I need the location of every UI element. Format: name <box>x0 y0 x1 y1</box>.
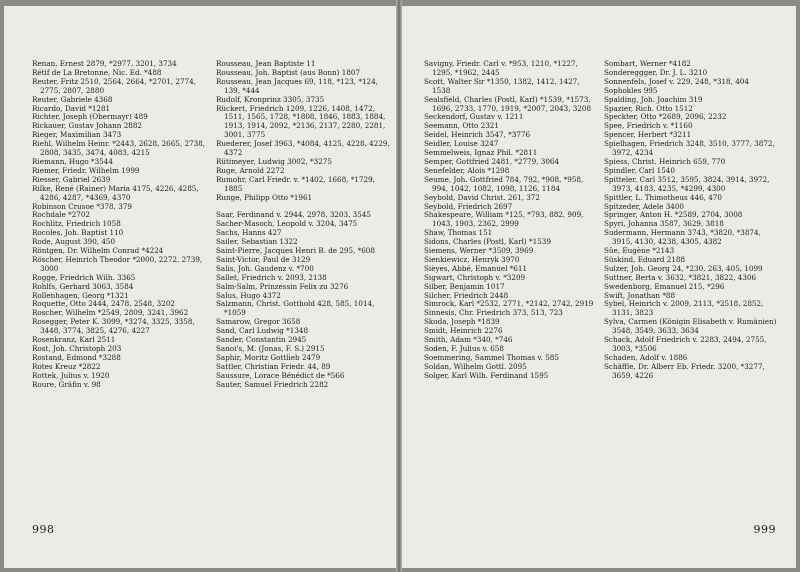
index-entry: Rilke, René (Rainer) Maria 4175, 4226, 4285, 4286, 4287, *4369, 4370 <box>32 183 199 202</box>
index-entry: Sulzer, Joh. Georg 24, *230, 263, 405, 1099 <box>604 263 763 273</box>
index-entry: Rohlfs, Gerhard 3063, 3584 <box>32 281 134 291</box>
index-entry: Roure, Gräfin v. 98 <box>32 379 101 389</box>
index-entry: Sacher-Masoch, Leopold v. 3204, 3475 <box>216 219 358 229</box>
index-entry: Sonnenfels, Josef v. 229, 248, *318, 404 <box>604 76 749 86</box>
index-entry: Spitzeder, Adele 3400 <box>604 201 684 211</box>
index-entry: Riehl, Wilhelm Heinr. *2443, 2628, 2665, 2738, 2808, 3435, 3474, 4083, 4215 <box>32 139 206 158</box>
right-page-column-1 <box>424 60 600 381</box>
index-entry: Swift, Jonathan *88 <box>604 290 676 300</box>
index-entry: Silber, Benjamin 1017 <box>424 281 505 291</box>
index-entry: Süskind, Eduard 2188 <box>604 254 686 264</box>
index-entry: Saussure, Lorace Bénédict de *566 <box>216 370 345 380</box>
index-entry: Spittler, L. Thimotheus 446, 470 <box>604 192 722 202</box>
index-entry: Shaw, Thomas 151 <box>424 228 493 238</box>
index-entry: Sailer, Sebastian 1322 <box>216 237 298 247</box>
index-entry: Skoda, Joseph *1839 <box>424 317 500 327</box>
index-entry: Renan, Ernest 2879, *2977, 3201, 3734 <box>32 59 177 68</box>
index-entry: Spencer, Herbert *3211 <box>604 130 692 140</box>
left-page-column-2 <box>216 60 392 390</box>
index-entry: Springer, Anton H. *2589, 2704, 3008 <box>604 210 743 220</box>
index-entry: Rost, Joh. Christoph 203 <box>32 344 122 353</box>
index-entry: Sinnesis, Chr. Friedrich 373, 513, 723 <box>424 308 563 318</box>
index-entry: Rumohr, Carl Friedr. v. *1402, 1668, *1729, 1885 <box>216 174 375 193</box>
index-entry: Sienkiewicz, Henryk 3970 <box>424 254 520 264</box>
index-entry: Richter, Joseph (Obermayr) 489 <box>32 112 148 122</box>
right-page <box>402 6 796 568</box>
index-entry: Saint-Victor, Paul de 3129 <box>216 254 311 264</box>
index-entry: Salus, Hugo 4372 <box>216 290 281 300</box>
index-entry: Spielhagen, Friedrich 3248, 3510, 3777, 3872, 3972, 4234 <box>604 139 775 158</box>
index-entry: Rudolf, Kronprinz 3305, 3735 <box>216 94 325 104</box>
index-entry: Roscher, Wilhelm *2549, 2809, 3241, 3962 <box>32 308 189 318</box>
page-number-left: 998 <box>32 523 55 536</box>
index-entry: Sand, Carl Ludwig *1348 <box>216 326 309 336</box>
index-entry: Rotes Kreuz *2822 <box>32 361 101 371</box>
index-entry: Salm-Salm, Prinzessin Felix zu 3276 <box>216 281 349 291</box>
index-entry: Rétif de La Bretonne, Nic. Ed. *488 <box>32 67 162 77</box>
index-entry: Sybel, Heinrich v. 2009, 2113, *2518, 2852, 3131, 3823 <box>604 299 764 318</box>
index-entry: Rickauer, Gustav Johann 2882 <box>32 121 143 131</box>
index-entry: Semper, Gottfried 2481, *2779, 3064 <box>424 156 560 166</box>
index-entry: Saphir, Moritz Gottlieb 2479 <box>216 352 321 362</box>
index-entry: Sidons, Charles (Postl, Karl) *1539 <box>424 237 551 247</box>
index-entry: Samarow, Gregor 3658 <box>216 317 301 327</box>
index-entry: Salis, Joh. Gaudenz v. *700 <box>216 263 314 273</box>
index-entry: Sachs, Hanns 427 <box>216 228 282 238</box>
index-entry: Simrock, Karl *2532, 2771, *2142, 2742, 2919 <box>424 299 594 309</box>
index-entry: Röscher, Heinrich Theodor *2000, 2272, 2739, 3000 <box>32 254 203 273</box>
index-entry: Rollenhagen, Georg *1321 <box>32 290 129 300</box>
index-entry: Swedenborg, Emanuel 215, *296 <box>604 281 725 291</box>
index-entry: Seidel, Heinrich 3547, *3776 <box>424 130 531 140</box>
index-entry: Ruederer, Josef 3963, *4084, 4125, 4228, 4229, 4372 <box>216 139 390 158</box>
index-entry: Sudermann, Hermann 3743, *3820, *3874, 3915, 4130, 4238, 4305, 4382 <box>604 228 761 247</box>
index-entry: Rochlitz, Friedrich 1058 <box>32 219 121 229</box>
index-entry: Speckter, Otto *2689, 2096, 2232 <box>604 112 727 122</box>
page-number-right: 999 <box>753 523 776 536</box>
index-entry: Seidler, Louise 3247 <box>424 139 499 149</box>
index-entry: Schäffle, Dr. Alberr Eb. Friedr. 3200, *3277, 3659, 4226 <box>604 361 765 380</box>
index-entry: Rückert, Friedrich 1209, 1226, 1408, 1472, 1511, 1565, 1728, *1808, 1846, 1883, 1884, 1913, 1914, 2092, *2136, 2137, 2280, 2281, 3001, 3775 <box>216 103 386 140</box>
index-entry: Soemmering, Sammel Thomas v. 585 <box>424 352 559 362</box>
index-entry: Roquette, Otto 2444, 2478, 2548, 3202 <box>32 299 175 309</box>
index-entry: Shakespeare, William *125, *793, 882, 909, 1043, 1903, 2362, 2999 <box>424 210 584 229</box>
index-entry: Rousseau, Jean Baptiste 11 <box>216 59 316 68</box>
index-entry: Suttner, Berta v. 3632, *3821, 3822, 4306 <box>604 272 757 282</box>
index-entry: Savigny, Friedr. Carl v. *953, 1210, *1227, 1295, *1962, 2445 <box>424 59 578 77</box>
index-entry: Seybold, Friedrich 2697 <box>424 201 513 211</box>
index-entry: Rottek, Julius v. 1920 <box>32 370 110 380</box>
index-entry: Seume, Joh. Gottfried 784, 792, *908, *958, 994, 1042, 1082, 1098, 1126, 1184 <box>424 174 584 193</box>
index-entry: Rode, August 390, 450 <box>32 237 116 247</box>
index-entry: Smidt, Heinrich 2276 <box>424 326 503 336</box>
index-entry: Sealsfield, Charles (Postl, Karl) *1539, *1573, 1696, 2733, 1770, 1919, *2007, 2043, 3208 <box>424 94 592 113</box>
index-entry: Rosenkranz, Karl 2511 <box>32 335 116 345</box>
index-entry: Röntgen, Dr. Wilhelm Conrad *4224 <box>32 246 164 256</box>
index-entry: Rochdale *2702 <box>32 210 91 220</box>
index-entry: Ruge, Arnold 2272 <box>216 165 285 175</box>
index-entry: Spitteler, Carl 3512, 3595, 3824, 3914, 3972, 3973, 4183, 4235, *4299, 4300 <box>604 174 770 193</box>
index-entry: Scott, Walter Sir *1350, 1382, 1412, 1427, 1538 <box>424 76 580 95</box>
index-entry: Riemer, Friedr. Wilhelm 1999 <box>32 165 140 175</box>
index-entry: Sander, Constantin 2945 <box>216 335 307 345</box>
index-entry: Rousseau, Jean Jacques 69, 118, *123, *124, 139, *444 <box>216 76 378 95</box>
index-entry: Saint-Pierre, Jacques Henri B. de 295, *608 <box>216 246 375 256</box>
index-entry: Rogge, Friedrich Wilh. 3365 <box>32 272 136 282</box>
index-entry: Robinson Crusoe *378, 379 <box>32 201 132 211</box>
index-entry: Siemens, Werner *3509, 3969 <box>424 246 534 256</box>
index-entry: Spalding, Joh. Joachim 319 <box>604 94 703 104</box>
index-entry: Rosegger, Peter K. 3099, *3274, 3325, 3358, 3448, 3774, 3825, 4276, 4227 <box>32 317 195 336</box>
index-entry: Runge, Philipp Otto *1961 <box>216 192 313 202</box>
index-entry: Spazier, Rich. Otto 1512 <box>604 103 693 113</box>
index-entry: Schaden, Adolf v. 1886 <box>604 352 688 362</box>
index-entry: Sondereggger, Dr. J. L. 3210 <box>604 67 708 77</box>
index-entry: Reuter, Gabriele 4368 <box>32 94 113 104</box>
index-entry: Reuter, Fritz 2510, 2564, 2664, *2701, 2774, 2775, 2807, 2880 <box>32 76 196 95</box>
index-entry: Riesser, Gabriel 2639 <box>32 174 111 184</box>
index-entry: Soldan, Wilhelm Gottl. 2095 <box>424 361 527 371</box>
index-entry: Silcher, Friedrich 2448 <box>424 290 509 300</box>
index-entry: Senefelder, Alois *1298 <box>424 165 510 175</box>
index-entry: Sauter, Samuel Friedrich 2282 <box>216 379 329 389</box>
index-entry: Spyri, Johanna 3587, 3629, 3818 <box>604 219 724 229</box>
index-entry: Smith, Adam *340, *746 <box>424 335 513 345</box>
index-entry: Saar, Ferdinand v. 2944, 2978, 3203, 3545 <box>216 210 371 220</box>
index-entry: Sophokles 995 <box>604 85 658 95</box>
index-entry: Spiess, Christ. Heinrich 659, 770 <box>604 156 726 166</box>
right-page-column-2 <box>604 60 780 381</box>
index-entry: Rütimeyer, Ludwig 3002, *3275 <box>216 156 332 166</box>
index-entry: Seybold, David Christ. 261, 372 <box>424 192 540 202</box>
index-entry: Salzmann, Christ. Gotthold 428, 585, 1014, *1059 <box>216 299 375 318</box>
index-entry: Sûe, Eugène *2143 <box>604 246 675 256</box>
index-entry: Sièyes, Abbé, Emanuel *611 <box>424 263 528 273</box>
index-entry: Sylva, Carmen (Königin Elisabeth v. Rumänien) 3548, 3549, 3633, 3634 <box>604 317 777 336</box>
left-page <box>4 6 396 568</box>
index-entry: Solger, Karl Wilh. Ferdinand 1595 <box>424 370 549 380</box>
index-entry: Spindler, Carl 1540 <box>604 165 675 175</box>
index-entry: Sombart, Werner *4182 <box>604 59 691 68</box>
index-entry: Rieger, Maximilian 3473 <box>32 130 122 140</box>
index-entry: Sanoi's, M. (Jonas, F. S.) 2915 <box>216 343 325 353</box>
index-entry: Schack, Adolf Friedrich v. 2283, 2494, 2755, 3003, *3506 <box>604 335 767 353</box>
index-entry: Seemann, Otto 2321 <box>424 121 499 131</box>
index-entry: Rostand, Edmond *3288 <box>32 352 121 362</box>
index-entry: Rousseau, Joh. Baptist (aus Bonn) 1807 <box>216 67 361 77</box>
index-entry: Soden, F. Julius v. 658 <box>424 344 504 353</box>
index-entry: Sallet, Friedrich v. 2093, 2138 <box>216 272 327 282</box>
index-entry: Seckendorf, Gustav v. 1211 <box>424 112 524 122</box>
index-entry: Rocoles, Joh. Baptist 110 <box>32 228 124 238</box>
index-entry: Riemann, Hugo *3544 <box>32 156 113 166</box>
index-entry: Sattler, Christian Friedr. 44, 89 <box>216 361 331 371</box>
left-page-column-1 <box>32 60 208 390</box>
index-entry: Spee, Friedrich v. *1160 <box>604 121 693 131</box>
index-entry: Ricardo, David *1281 <box>32 103 111 113</box>
index-entry: Sigwart, Christoph v. *3209 <box>424 272 526 282</box>
index-entry: Semmelweis, Ignaz Phil. *2811 <box>424 148 538 158</box>
